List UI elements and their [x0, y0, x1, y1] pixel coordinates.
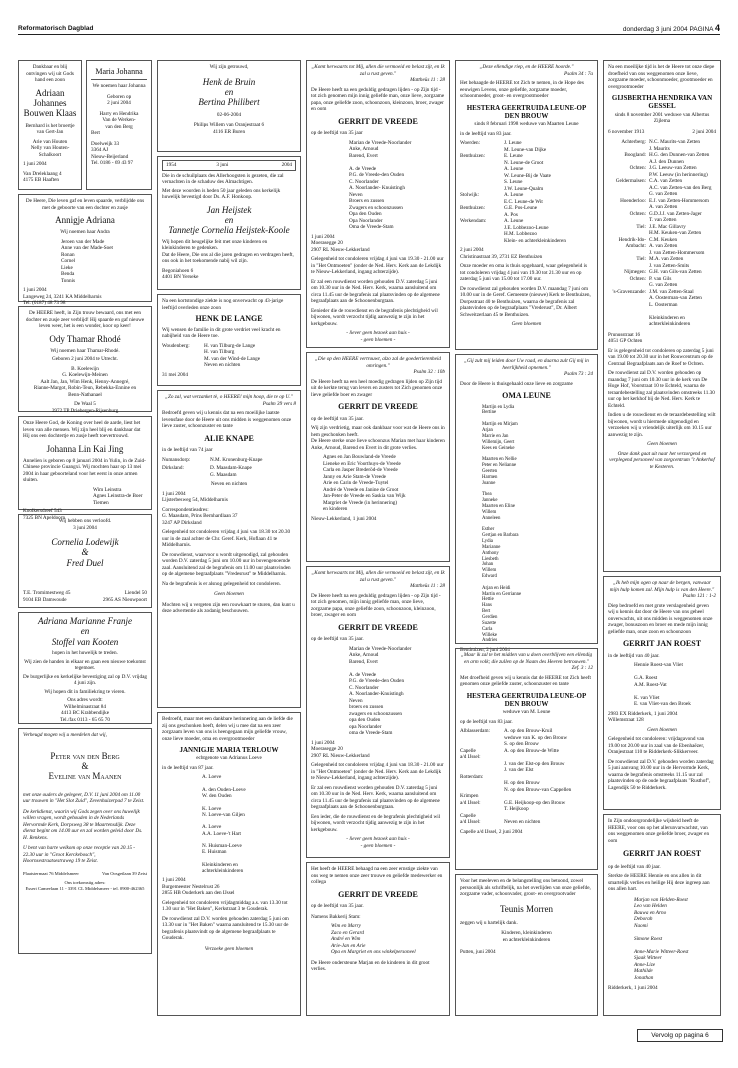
- deceased-name: GIJSBERTHA HENDRIKA VAN GESSEL: [611, 94, 713, 111]
- deceased-name: GERRIT DE VREEDE: [338, 402, 418, 411]
- deceased-name: JANNIGJE MARIA TERLOUW: [179, 746, 279, 754]
- obituary-roest-family: „Ik heb mijn ogen op naar de bergen, vanwaar mijn hulp komen zal. Mijn hulp is van den Heere." Psalm 121 : 1-2 Diep bedroefd en met grote verslagenheid geven wij u kennis dat door de Heere van ons geheel onverwachts, uit ons midden is weggenomen onze zwager, bonuszoon en broer en mede mijn innig geliefde man, onze zoon en schoonzoon GERRIT JAN ROEST in de leeftijd van 40 jaar. Hennie Roest-van Vliet G.A. Roest A.M. Roest-Vat K. van Vliet E. van Vliet-van den Broek 2983 EX Ridderkerk, 1 juni 2004 Willemstraat 128 Geen bloemen Gelegenheid tot condoleren: vrijdagavond van 19.00 tot 20.00 uur in zaal van de Ebenhaëzer, Oranjestraat 110 te Ridderkerk-Slikkerveer. De rouwdienst zal D.V. gehouden worden zaterdag 5 juni aanvang 10.00 uur in de Hervormde Kerk, waarna de begrafenis omstreeks 11.15 uur zal plaatsvinden op de oude begraafplaats "Rusthof", Lagendijk 50 te Ridderkerk.: [603, 576, 721, 810]
- obituary-van-gessel: Na een moeilijke tijd is het de Heere tot onze diepe droefheid van ons weggenomen onze lieve, zorgzame moeder, schoonmoeder, grootmoeder en overgrootmoeder GIJSBERTHA HENDRIKA VAN GESSEL sinds 8 november 2001 weduwe van Albertus Zijlema 6 november 1913 2 juni 2004 Achterberg: Boogland: Ochten: Geldermalsen: Hoenderloo: Ochten: Tiel: Hendrik-Ido- Ambacht: Tiel: Nijmegen: Ochten: 's-Gravenzande: N.C. Maurits-van Zetten J. Maurits H.G. den Dunnen-van Zetten A.J. den Dunnen J.G. Leeuw-van Zetten P.W. Leeuw (in herinnering) C.A. van Zetten A.C. van Zetten-van den Berg G. van Zetten E.J. van Zetten-Hommersom A. van Zetten G.D.J.J. van Zetten-Jager T. van Zetten J.E. Mac Gillavry H.M. Keuken-van Zetten C.M. Keuken A. van Zetten J. van Zetten-Hommersom M.A. van Zetten J. van Zetten-Smits G.H. van Gils-van Zetten P. van Gils G. van Zetten J.M. van Zetten-Staal A. Oosterman-van Zetten L. Oosterman Kleinkinderen en achterkleinkinderen Prunusstraat 16 4051 GP Ochten Er is gelegenheid tot condoleren op zaterdag 5 juni van 19.00 tot 20.30 uur in het Rouwcentrum op de Centraal Begraafplaats aan de Roef te Ochten. De rouwdienst zal D.V. worden gehouden op maandag 7 juni om 10.30 uur in de kerk van De Hoge Hof, Voorstraat 10 te Echteld, waarna de teraardebestelling zal plaatsvinden omstreeks 11.30 uur op het kerkhof bij de Ned. Herv. Kerk te Echteld. Indien u de rouwdienst en de teraardebestelling wilt bijwonen, wordt u hiermede uitgenodigd en verzoeken wij u vriendelijk uiterlijk om 10.15 uur aanwezig te zijn. Geen bloemen Onze dank gaat uit naar het verzorgend en verplegend personeel van zorgcentrum "t Ankerhof te Kesteren.: [603, 60, 721, 572]
- obituary-henk-de-lange: Na een kortstondige ziekte is nog onverwacht op 43-jarige leeftijd overleden onze zoon HENK DE LANGE Wij wensen de familie in dit grote verdriet veel kracht en nabijheid van de Heere toe. Woudenberg: H. van Tilburg-de Lange H. van Tilburg M. van der Wind-de Lange Neven en nichten 31 mei 2004: [157, 294, 301, 386]
- birth-ad-ody: De HEERE heeft, in Zijn trouw bewaard, ons met een dochter en zusje zeer verblijd! Hij spaarde en gaf nieuwe leven weer, het is een wonder, koor op keer! Ody Thamar Rhodé Wij noemen haar Thamar-Rhodé. Geboren 2 juni 2004 te Utrecht. B. Koelewijn G. Koelewijn-Meinen Aalt Jan, Jan, Wim Henk, Henny-Annegré, Rianne-Margot, Robin-Teun, Rebekka-Ennine en Benn-Nathanael De Waal 5 3972 TP Driebergen-Rijsenburg: [18, 306, 152, 412]
- obituary-de-vreede-siblings: „Die op den HEERE vertrouwt, alzo zal de goedertierenheid omringen." Psalm 32 : 10b De Heere heeft na een heel moedig gedragen lijden op Zijn tijd uit de kerkte terug van levers en zusters tot Zich genomen onze lieve geliefde boer en zwager GERRIT DE VREEDE op de leeftijd van 35 jaar. Wij zijn verdrietig, maar ook dankbaar voor wat de Heere ons in hem geschonken heeft. De Heere sterke onze lieve schoonzus Marian met haar kinderen Anke, Arnoud, Barend en Evert in dit grote verlies. Agnes en Jan Bouwland-de Vreede Lieneke en Eric Voorthuys-de Vreede Carla en Jasper Brederöd-de Vreede Janny en Arie Stam-de Vreede Arie en Carin de Vreede-Tuytel André de Vreede en Janine de Groot Jan-Peter de Vreede en Saskia van Wijk Margriet de Vreede (in herinnering) en kinderen Nieuw-Lekkerland, 1 juni 2004: [306, 352, 450, 562]
- deceased-name: GERRIT DE VREEDE: [338, 116, 418, 126]
- obituary-terlouw: Bedroefd, maar met een dankbare herinnering aan de liefde die zij ons geschonken heeft, delen wij u mee dat na een zeer zorgzaam leven van ons is heengegaan mijn geliefde vrouw, onze lieve moeder, oma en overgrootmoeder JANNIGJE MARIA TERLOUW echtgenote van Adrianus Loeve in de leeftijd van 87 jaar. A. Loeve A. den Ouden-Loeve W. den Ouden K. Loeve N. Loeve-van Giljen A. Loeve A.A. Loeve-'t Hart N. Huisman-Loeve E. Huisman Kleinkinderen en achterkleinkinderen 1 juni 2004 Burgemeester Nestelrust 26 2855 HB Ouderkerk aan den IJssel Gelegenheid tot condoleren vrijdagmiddag a.s. van 13.30 tot 1.30 uur in "Het Baken", Kerkstraat 3 te Gouderak. De rouwdienst zal D.V. worden gehouden zaterdag 5 juni om 13.30 uur in "Het Baken" waarna aansluitend te 15.30 uur de begrafenis plaatsvindt op de algemene begraafplaats te Gouderak. Verzoeke geen bloemen: [157, 712, 301, 1016]
- deceased-name: GERRIT DE VREEDE: [338, 889, 418, 899]
- thanks-ad-morren: Voor het meeleven en de belangstelling ons betoond, zowel persoonlijk als schriftelijk, na het overlijden van onze geliefde, zorgzame vader, schoonvader, groot- en overgrootvader Teunis Morren zeggen wij u hartelijk dank. Kinderen, kleinkinderen en achterkleinkinderen Putten, juni 2004: [455, 874, 598, 1016]
- wedding-ad-van-den-berg: Verheugd mogen wij u meedelen dat wij, Peter van den Berg & Eveline van Maanen met onze ouders de gelegeer, D.V. 11 juni 2004 om 11.00 uur trouwen in "Het Slot Zuid", Zevenhuizerpad 7 te Zeist. De kerkdienst, waarin wij Gods zegen over ons huwelijk willen vragen, wordt gehouden in de Nederlands Hervormde Kerk, Dorpsweg 38 te Maartensdijk. Deze dienst begint om 14.00 uur en zal worden geleid door Ds. H. Renkens. U bent van harte welkom op onze receptie van 20.15 - 22.30 uur in "Groot Kerckebosch", Hoornsestraatsestraweg 19 te Zeist. Plaatstermaat 76 Middelsmeer Van Oosgetlaan 39 Zeist Ons toekomstig adres: Esseri Cameelaan 11 - 3391 CL Middelsmeer - tel. 0900-462365: [18, 728, 152, 954]
- wedding-ad-franje-kooten: Adriana Marianne Franje en Stoffel van Kooten hopen in het huwelijk te treden. Wij zien de handen in elkaar en gaan een nieuwe toekomst tegemoet. De burgerlijke en kerkelijke bevestiging zal op D.V. vrijdag 4 juni zijn. Wij hopen dit in familiekring te vieren. Ons adres wordt: Wilhelminastraat 84 4413 BC Krabbendijke Tel./fax 0113 - 65 65 70: [18, 612, 152, 724]
- deceased-name: GERRIT DE VREEDE: [338, 622, 418, 632]
- deceased-name: OMA LEUNE: [502, 391, 551, 400]
- obituary-oma-leune: „Gij zult mij leiden door Uw raad, en daarna zult Gij mij in heerlijkheid opnemen." Psalm 73 : 24 Door de Heere is thuisgehaald onze lieve en zorgzame OMA LEUNE Martijn en Lydia Bertine Martijn en Mirjam Arjan Marrie en Jan Willemijn, Geert Kees en Geineke Maarten en Nellie Peter en Nelianne Geerten Harmen Joanne Thea Janneke Maarten en Eline Willem Anneleen Esther Gertjan en Barbara Lydia Marianne Anthony Liesbeth Johan Willem Edward Arjan en Heidi Martin en Gerrianne Hettie Hans Bert Gerdien Suzette Carla Willeke Andries Benthuizen, 2 juni 2004: [455, 354, 598, 644]
- deceased-name: ALIE KNAPE: [204, 433, 254, 443]
- obituary-leune-op-den-brouw: „Maar ik zal te het midden van u doen overblijven een ellendig en arm volk; die zullen op de Naam des Heeren betrouwen." Zef. 3 : 12 Met droefheid geven wij u kennis dat de HEERE tot Zich heeft genomen onze geliefde zuster, schoonzuster en tante HESTERA GEERTRUIDA LEUNE-OP DEN BROUW weduwe van M. Leune op de leeftijd van 83 jaar. Alblasserdam: Capelle a/d IJssel: Rotterdam: Krimpen a/d IJssel: Capelle a/d IJssel: A. op den Brouw-Kruil weduwe van K. op den Brouw S. op den Brouw A. op den Brouw-de Witte J. van der Elst-op den Brouw J. van der Elst H. op den Brouw N. op den Brouw-van Cappellen G.E. Heijkoop-op den Brouw T. Heijkoop Neven en nichten Capelle a/d IJssel, 2 juni 2004: [455, 648, 598, 870]
- obituary-alie-knape: „Zo zal, wat verzanket tè, o HEERE! mijn hoop, die te op U." Psalm 39 vers 8 Bedroefd geven wij u kennis dat na een moeilijke laatste levensfase door de Heere uit ons midden is weggenomen onze lieve zuster, schoonzuster en tante ALIE KNAPE in de leeftijd van 74 jaar Numansdorp: N.M. Kronenburg-Knape Dirksland: D. Maasdam-Knape G. Maasdam Neven en nichten 1 juni 2004 Lijsterbesweg 54, Middelharnis Correspondentieadres: G. Maasdam, Prins Bernhardlaan 37 3247 AP Dirksland Gelegenheid tot condoleren vrijdag 4 juni van 18.30 tot 20.30 uur in de zaal achter de Chr. Geref. Kerk, Hoflaan 41 te Middelharnis. De rouwdienst, waarvoor u wordt uitgenodigd, zal gehouden worden D.V. zaterdag 5 juni om 10.00 uur in bovengenoemde zaal. Aansluitend zal de begrafenis om 11.00 uur plaatsvinden op de algemene begraafplaats "Vredesrust" te Middelharnis. Na de begrafenis is er alsnog gelegenheid tot condoleren. Geen bloemen Mochten wij u vergeten zijn een rouwkaart te sturen, dan kunt u deze advertentie als zodanig beschouwen.: [157, 390, 301, 708]
- anniversary-ad-heijstek: 1954 3 juni 2004 Die in de schuilplaats des Allerhoogsten is gezeten, die zal vernachten in de schaduw des Almachtigen. Met deze woorden is heden 50 jaar geleden ons kerkelijk huwelijk bevestigd door Ds. A.F. Honkoop. Jan Heijstek en Tannetje Cornelia Heijstek-Koole Wij hopen dit heugelijke feit met onze kinderen en kleinkinderen te gedenken. Dat de Heere, Die ons al die jaren gedragen en verdragen heeft, ons ook in het toekomende nabij wil zijn. Begoniahoen 6 4401 BN Yerseke: [157, 156, 301, 290]
- page-date: donderdag 3 juni 2004 PAGINA 4: [622, 23, 720, 33]
- birth-ad-annigje: De Heere, Die leven gaf en leven spaarde, verblijdde ons met de geboorte van een dochter en zusje Annigje Adriana Wij noemen haar Andra Jeroen van der Made Anne van der Made-Soet Ronan Cornel Lieke Benda Tonnis 1 juni 2004 Langeweg 24, 3241 KA Middelharnis Tel. (0187) 48 73 98: [18, 194, 152, 302]
- obituary-de-vreede-bakery: Het heeft de HEERE behaagd na een zeer ernstige ziekte van ons weg te nemen onze zeer trouwe en geliefde medewerker en collega GERRIT DE VREEDE op de leeftijd van 35 jaar. Namens Bakkerij Stam: Wim en Marry Zaco en Gerard André en Wim Arie-Jan en Arie Opa en Margriet en ons winkelpersoneel De Heere ondersteune Marjan en de kinderen in dit groot verlies.: [306, 862, 450, 1016]
- birth-name: Maria Johanna: [95, 67, 143, 76]
- birth-name: Johanna Lin Kai Jing: [46, 443, 124, 454]
- birth-name: Annigje Adriana: [55, 215, 115, 225]
- birth-name: Ody Thamar Rhodé: [49, 333, 121, 344]
- wedding-ad-de-bruin: Wij zijn getrouwd, Henk de Bruin en Bertina Philibert 02-06-2004 Philips Willem van Oranjestraat 6 4116 ER Buren: [157, 60, 301, 152]
- deceased-name: Teunis Morren: [499, 903, 554, 914]
- continued-on-page-link[interactable]: Vervolg op pagina 6: [637, 1029, 723, 1042]
- deceased-name: GERRIT JAN ROEST: [622, 849, 702, 858]
- deceased-name: GERRIT JAN ROEST: [622, 639, 702, 648]
- newspaper-name: Reformatorisch Dagblad: [18, 25, 94, 32]
- deceased-name: HENK DE LANGE: [195, 314, 263, 323]
- engagement-ad: Wij hebben ons verloofd. 3 juni 2004 Cornelia Lodewijk & Fred Duel T.E. Tromimestweg 45 9104 EB Damwoude Liendel 50 2965 AS Nieuwpoort: [18, 514, 152, 608]
- birth-ad-johanna-lin: Onze Heere God, de Koning over heel de aarde, liest het leven van alle mensen. Wij zijn heel blij en dankbaar dat Hij ons een dochtertje en zusje heeft toevertrouwd. Johanna Lin Kai Jing Annelien is geboren op 8 januari 2004 in Yulin, in de Zuid-Chinese provincie Guangxi. Wij mochten haar op 13 mei 2004 in haar geboorteland voor het eerst in onze armen sluiten. Wim Leinstra Agnes Leinstra-de Boer Tiemen Koolkersdreef 543 7325 BN Apeldoorn: [18, 416, 152, 510]
- birth-ad-maria-johanna: Maria Johanna We noemen haar Johanna Geboren op 2 juni 2004 Harry en Hendrika Van de Werken- van den Berg Bert Doelweijk 33 3364 AJ Nieuw-Beijerland Tel. 0186 - 69 43 97: [86, 60, 152, 190]
- obituary-roest-siblings: In Zijn ondoorgrondelijke wijsheid heeft de HEERE, voor ons op het allerunvarwachtst, van ons weggenomen onze geliefde broer, zwager en oom GERRIT JAN ROEST op de leeftijd van 40 jaar. Sterkte de HEERE Hennie en ons allen in dit smartelijk verlies en heilige Hij deze ingreep aan ons allen hart. Marjan van Helden-Roest Leo van Helden Bauwa en Arno Deborah Naomi Simone Roest Anne-Marie Witteer-Roest Sjaak Witteer Anne-Lize Mathilde Jonathan Ridderkerk, 1 juni 2004: [603, 814, 721, 1016]
- birth-ad-adriaan: Dankbaar en blij ontvingen wij uit Gods hand een zoon Adriaan Johannes Bouwen Klaas Bernhard is het broertje van Gert-Jan Arie van Houten Nelly van Houten-Schalkoort 1 juni 2004 Van Dreleklaang 4 4175 EB Haaften: [18, 60, 82, 190]
- masthead: [18, 22, 720, 35]
- birth-name: Adriaan Johannes Bouwen Klaas: [23, 87, 77, 119]
- obituary-de-vreede-second: „Komt herwaarts tot Mij, allen die vermoeid en belast zijt, en Ik zal u rust geven." Mattheüs 11 : 28 De Heere heeft na een geduldig gedragen lijden - op Zijn tijd - tot zich genomen, mijn innig geliefde man, onze lieve, zorgzame papa, onze geliefde zoon, schoonzoon, kleinzoon, broer, zwager en oom GERRIT DE VREEDE op de leeftijd van 35 jaar. Marian de Vreede-Noorlander Anke, Arnoud Barend, Evert A. de Vreede P.G. de Vreede-den Ouden C. Noorlander A. Noorlander-Knuistingh Neven broers en zussen zwagers en schoonzussen opa den Ouden opa Noorlander oma de Vreede-Stam 1 juni 2004 Moerasegge 20 2907 RL Nieuw-Lekkerland Gelegenheid tot condoleren vrijdag 4 juni van 18.30 - 21.00 uur in "Het Ontmoeten" (onder de Ned. Herv. Kerk aan de Lekdijk te Nieuw-Lekkerland, ingang achterzijde). Er zal een rouwdienst worden gehouden D.V. zaterdag 5 juni om 10.30 uur in de Ned. Herv. Kerk, waarna aansluitend om circa 11.45 uur de begrafenis zal plaatsvinden op de algemene begraafplaats aan de Schoonenburgtaan. Een ieder, die de rouwdienst en de begrafenis plechtigheid wil bijwonen, wordt verzocht tijdig aanwezig te zijn in het kerkgebouw. - liever geen bezoek aan huis - - geen bloemen -: [306, 566, 450, 858]
- deceased-name: HESTERA GEERTRUIDA LEUNE-OP DEN BROUW: [466, 691, 587, 708]
- obituary-de-vreede-family: „Komt herwaarts tot Mij, allen die vermoeid en belast zijt, en Ik zal u rust geven." Mattheüs 11 : 28 De Heere heeft na een geduldig gedragen lijden - op Zijn tijd - tot zich genomen mijn innig geliefde man, onze lieve, zorgzame papa, onze geliefde zoon, schoonzoon, kleinzoon, broer, zwager en oom GERRIT DE VREEDE op de leeftijd van 35 jaar Marian de Vreede-Noorlander Anke, Arnoud Barend, Evert A. de Vreede P.G. de Vreede-den Ouden C. Noorlander A. Noorlander- Knuistingh Neven Broers en zussen Zwagers en schoonzussen Opa den Ouden Opa Noorlander Oma de Vreede-Stam 1 juni 2004 Moerasegge 20 2907 RL Nieuw-Lekkerland Gelegenheid tot condoleren vrijdag 4 juni van 19.30 - 21.00 uur in "Het Ontmoeten" (onder de Ned. Herv. Kerk aan de Lekdijk te Nieuw-Lekkerland, ingang achterzijde). Er zal een rouwdienst worden gehouden D.V. zaterdag 5 juni om 10.30 uur in de Ned. Herv. Kerk, waarna aansluitend om circa 11.45 uur de begrafenis zal plaatsvinden op de algemene begraafplaats aan de Schoonenburgtaan. Eenieder die de rouwdienst en de begrafenis plechtigheid wil bijwonen, wordt verzocht tijdig aanwezig te zijn in het kerkgebouw. - liever geen bezoek aan huis - - geen bloemen -: [306, 60, 450, 348]
- deceased-name: HESTERA GEERTRUIDA LEUNE-OP DEN BROUW: [466, 103, 587, 120]
- obituary-leune-family: „Deze ellendige riep, en de HEERE hoorde." Psalm 34 : 7a Het behaagde de HEERE tot Zich te nemen, in de Hope des eeuwigen Levens, onze geliefde, zorgzame moeder, schoonmoeder, groot- en overgrootmoeder HESTERA GEERTRUIDA LEUNE-OP DEN BROUW sinds 8 februari 1998 weduwe van Maarten Leune in de leeftijd van 83 jaar. Woerden: Benthuizen: Stolwijk: Benthuizen: Werkendam: J. Leune M. Leune-van Dijke E. Leune N. Leune-de Groot A. Leune W. Leune-Bij de Vaate S. Leune J.W. Leune-Qualm A. Leune E.C. Leune-de Wit G.E. Pos-Leune A. Pos A. Leune J.E. Lobbezoo-Leune H.M. Lobbezoo Klein- en achterkleinkinderen 2 juni 2004 Christinastraat 39, 2731 EZ Benthuizen Onze moeder en oma is thuis opgebaard, waar gelegenheid is tot condoleren vrijdag 4 juni van 19.30 tot 21.30 uur en op zaterdag 5 juni van 15.00 tot 17.00 uur. De rouwdienst zal gehouden worden D.V. maandag 7 juni om 10.00 uur in de Geref. Gemeente (nieuwe) Kerk te Benthuizen, Dorpsstraat 40 te Benthuizen, waarna de begrafenis zal plaatsvinden op de begraafplaats "Vrederust", Dr. Albert Schweitzerlaan 45 te Benthuizen. Geen bloemen: [455, 60, 598, 350]
